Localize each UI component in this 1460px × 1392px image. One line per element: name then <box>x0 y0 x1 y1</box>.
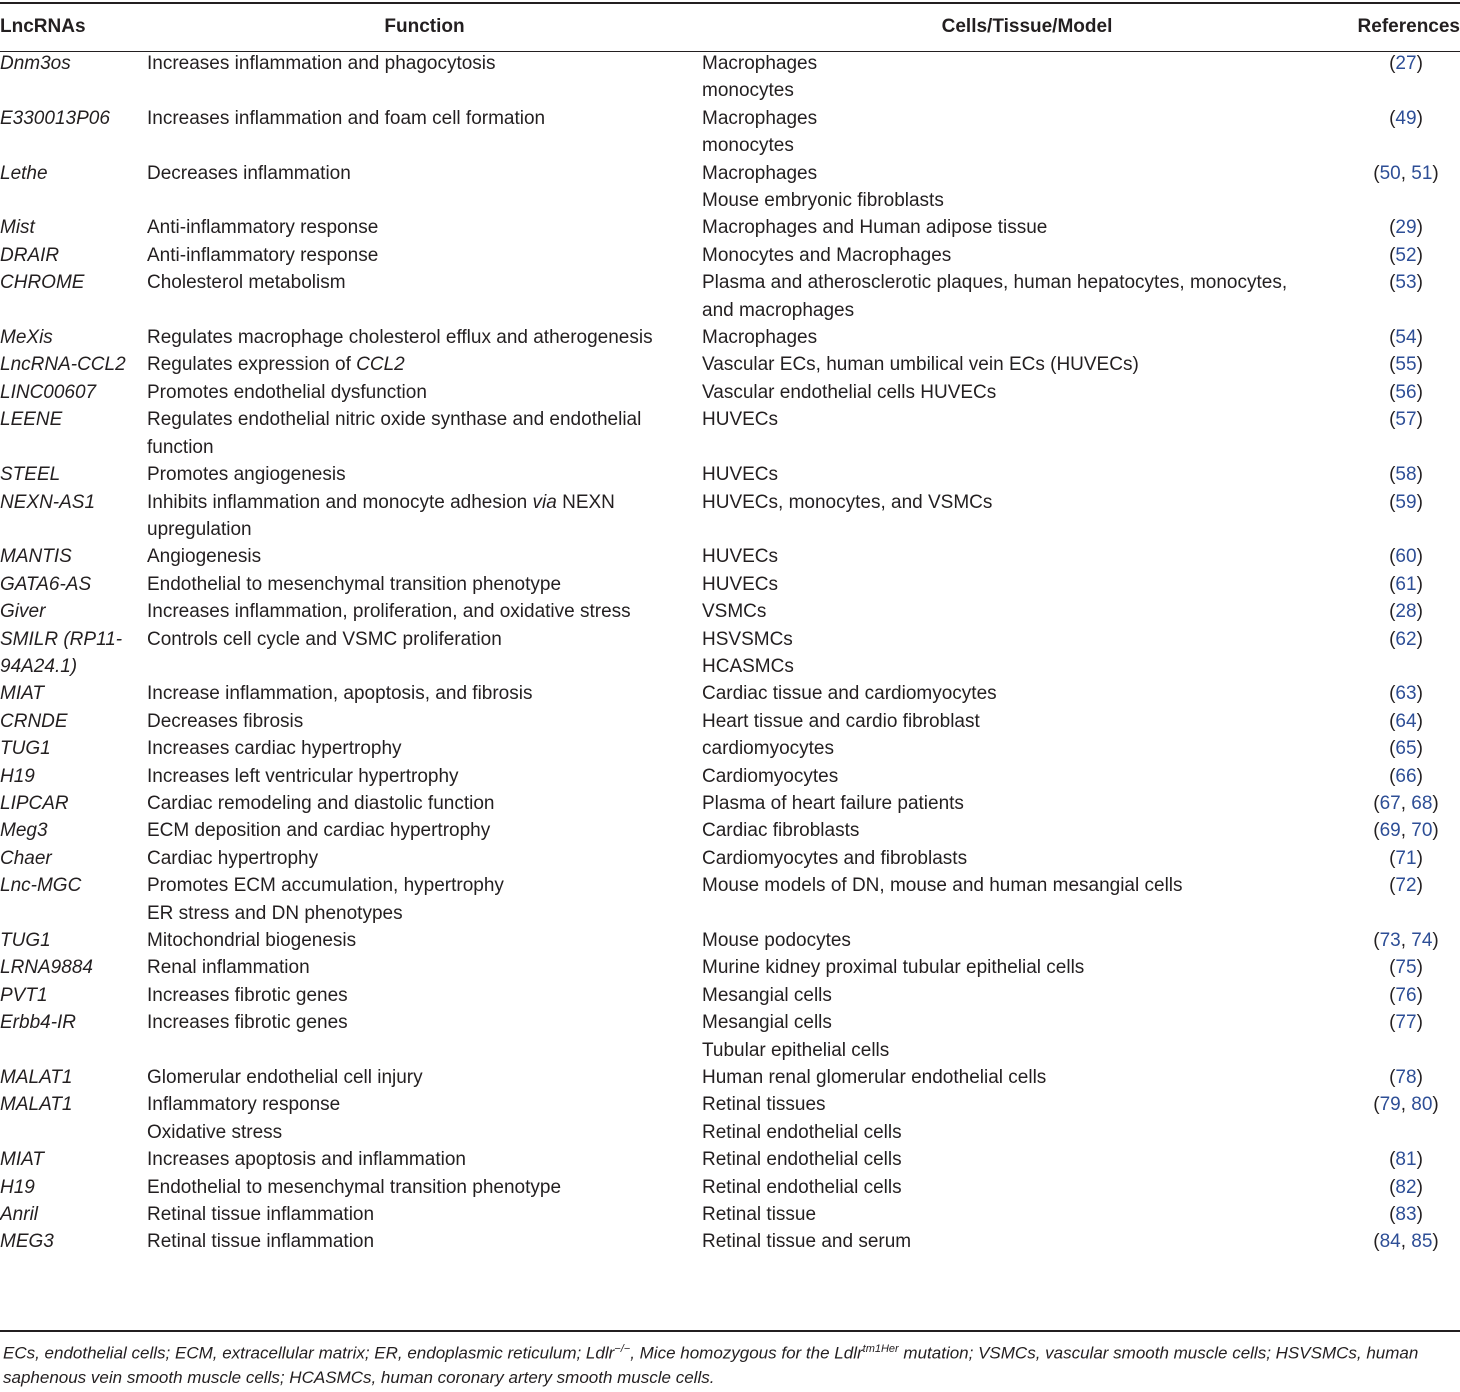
reference-link[interactable]: 80 <box>1411 1094 1433 1116</box>
header-references: References <box>1357 15 1460 37</box>
lncrna-name-cell: TUG1 <box>0 738 51 760</box>
function-cell: Endothelial to mesenchymal transition phenotype <box>147 1176 562 1198</box>
table-row <box>0 1091 1460 1146</box>
references-cell: (72) <box>1389 875 1423 897</box>
table-row <box>0 708 1460 735</box>
cells-tissue-cell: Cardiomyocytes <box>702 765 839 787</box>
reference-link[interactable]: 55 <box>1395 354 1417 376</box>
lncrna-name-cell: LINC00607 <box>0 381 97 403</box>
table-row <box>0 735 1460 762</box>
table-row <box>0 763 1460 790</box>
table-row <box>0 461 1460 488</box>
lncrna-name-cell: E330013P06 <box>0 107 110 129</box>
references-cell: (59) <box>1389 491 1423 513</box>
references-cell: (69, 70) <box>1373 820 1439 842</box>
function-cell: Controls cell cycle and VSMC proliferation <box>147 628 502 650</box>
references-cell: (28) <box>1389 601 1423 623</box>
reference-link[interactable]: 85 <box>1411 1231 1433 1253</box>
function-cell: Endothelial to mesenchymal transition phenotype <box>147 573 562 595</box>
function-cell: Inflammatory response Oxidative stress <box>147 1094 341 1143</box>
function-cell: Retinal tissue inflammation <box>147 1231 375 1253</box>
table-row <box>0 1146 1460 1173</box>
references-cell: (83) <box>1389 1204 1423 1226</box>
function-cell: Increases inflammation and phagocytosis <box>147 53 496 74</box>
reference-link[interactable]: 70 <box>1411 820 1433 842</box>
table-row <box>0 817 1460 844</box>
table-row <box>0 626 1460 681</box>
cells-tissue-cell: cardiomyocytes <box>702 738 834 760</box>
lncrna-name-cell: Giver <box>0 601 46 623</box>
function-cell: Decreases inflammation <box>147 162 351 184</box>
references-cell: (27) <box>1389 53 1423 74</box>
footnote-text-1: ECs, endothelial cells; ECM, extracellular matrix; ER, endoplasmic reticulum; Ldlr <box>3 1343 615 1363</box>
references-cell: (84, 85) <box>1373 1231 1439 1253</box>
cells-tissue-cell: Cardiac tissue and cardiomyocytes <box>702 683 997 705</box>
function-cell: Increases apoptosis and inflammation <box>147 1149 466 1171</box>
function-cell: Mitochondrial biogenesis <box>147 930 357 951</box>
cells-tissue-cell: Mesangial cells Tubular epithelial cells <box>702 1012 890 1061</box>
lncrna-name-cell: CHROME <box>0 272 85 294</box>
function-cell: Cardiac hypertrophy <box>147 847 319 869</box>
lncrna-name-cell: MIAT <box>0 683 44 705</box>
lncrna-name-cell: MALAT1 <box>0 1094 73 1116</box>
cells-tissue-cell: Mouse models of DN, mouse and human mesangial cells <box>702 875 1183 897</box>
references-cell: (61) <box>1389 573 1423 595</box>
table-footnote <box>3 1337 1459 1390</box>
reference-link[interactable]: 63 <box>1395 683 1417 705</box>
cells-tissue-cell: Mesangial cells <box>702 984 832 1006</box>
table-row <box>0 160 1460 215</box>
cells-tissue-cell: Cardiomyocytes and fibroblasts <box>702 847 968 869</box>
references-cell: (77) <box>1389 1012 1423 1034</box>
function-cell: Decreases fibrosis <box>147 710 304 732</box>
function-cell: Regulates endothelial nitric oxide synthase and endothelial function <box>147 409 642 458</box>
reference-link[interactable]: 62 <box>1395 628 1417 650</box>
footnote-superscript-1: −/− <box>614 1343 631 1355</box>
lncrna-name-cell: Mist <box>0 217 35 239</box>
header-function: Function <box>384 15 465 37</box>
function-cell: Regulates expression of CCL2 <box>147 354 405 376</box>
function-cell: Anti-inflammatory response <box>147 217 379 239</box>
function-cell: Promotes angiogenesis <box>147 464 346 486</box>
cells-tissue-cell: Retinal endothelial cells <box>702 1149 902 1171</box>
references-cell: (73, 74) <box>1373 930 1439 951</box>
references-cell: (79, 80) <box>1373 1094 1439 1116</box>
reference-link[interactable]: 82 <box>1395 1176 1417 1198</box>
table-row <box>0 324 1460 351</box>
references-cell: (52) <box>1389 244 1423 266</box>
reference-link[interactable]: 59 <box>1395 491 1417 513</box>
references-cell: (66) <box>1389 765 1423 787</box>
cells-tissue-cell: Mouse podocytes <box>702 930 851 951</box>
reference-link[interactable]: 79 <box>1379 1094 1401 1116</box>
reference-link[interactable]: 28 <box>1395 601 1417 623</box>
lncrna-name-cell: H19 <box>0 765 35 787</box>
table-row <box>0 406 1460 461</box>
reference-link[interactable]: 49 <box>1395 107 1417 129</box>
reference-link[interactable]: 51 <box>1411 162 1433 184</box>
table-row <box>0 105 1460 160</box>
function-cell: Renal inflammation <box>147 957 310 979</box>
function-cell: Increases inflammation and foam cell formation <box>147 107 546 129</box>
lncrna-name-cell: Meg3 <box>0 820 48 842</box>
reference-link[interactable]: 66 <box>1395 765 1417 787</box>
lncrna-name-cell: SMILR (RP11-94A24.1) <box>0 628 123 677</box>
reference-link[interactable]: 72 <box>1395 875 1417 897</box>
table-row <box>0 1009 1460 1064</box>
references-cell: (60) <box>1389 546 1423 568</box>
reference-link[interactable]: 64 <box>1395 710 1417 732</box>
lncrna-name-cell: MIAT <box>0 1149 44 1171</box>
reference-link[interactable]: 54 <box>1395 327 1417 349</box>
cells-tissue-cell: Macrophages Mouse embryonic fibroblasts <box>702 162 944 212</box>
lncrna-name-cell: Lnc-MGC <box>0 875 82 897</box>
lncrna-name-cell: Anril <box>0 1204 39 1226</box>
table-row <box>0 790 1460 817</box>
table-row <box>0 489 1460 544</box>
reference-link[interactable]: 56 <box>1395 381 1417 403</box>
lncrna-name-cell: MeXis <box>0 327 53 349</box>
cells-tissue-cell: Retinal tissue and serum <box>702 1231 912 1253</box>
references-cell: (55) <box>1389 354 1423 376</box>
reference-link[interactable]: 83 <box>1395 1204 1417 1226</box>
references-cell: (49) <box>1389 107 1423 129</box>
function-cell: Promotes endothelial dysfunction <box>147 381 427 403</box>
cells-tissue-cell: Retinal tissues Retinal endothelial cells <box>702 1094 902 1143</box>
lncrna-name-cell: NEXN-AS1 <box>0 491 96 513</box>
references-cell: (29) <box>1389 217 1423 239</box>
function-cell: Increases fibrotic genes <box>147 1012 348 1034</box>
table-row <box>0 1064 1460 1091</box>
reference-link[interactable]: 84 <box>1379 1231 1401 1253</box>
cells-tissue-cell: Vascular endothelial cells HUVECs <box>702 381 997 403</box>
reference-link[interactable]: 75 <box>1395 957 1417 979</box>
table-row <box>0 543 1460 570</box>
cells-tissue-cell: Plasma of heart failure patients <box>702 792 964 814</box>
function-cell: Cardiac remodeling and diastolic function <box>147 792 495 814</box>
table-row <box>0 269 1460 324</box>
lncrna-name-cell: Lethe <box>0 162 48 184</box>
references-cell: (75) <box>1389 957 1423 979</box>
reference-link[interactable]: 74 <box>1411 930 1433 951</box>
footnote-superscript-2: tm1Her <box>862 1343 899 1355</box>
table-header-row <box>0 3 1460 50</box>
cells-tissue-cell: Cardiac fibroblasts <box>702 820 860 842</box>
reference-link[interactable]: 77 <box>1395 1012 1417 1034</box>
cells-tissue-cell: Macrophages monocytes <box>702 53 818 102</box>
cells-tissue-cell: Heart tissue and cardio fibroblast <box>702 710 980 732</box>
table-row <box>0 214 1460 241</box>
cells-tissue-cell: HUVECs <box>702 464 779 486</box>
references-cell: (57) <box>1389 409 1423 431</box>
table-row <box>0 242 1460 269</box>
lncrna-name-cell: Erbb4-IR <box>0 1012 77 1034</box>
reference-link[interactable]: 27 <box>1395 53 1417 74</box>
lncrna-name-cell: LIPCAR <box>0 792 69 814</box>
references-cell: (82) <box>1389 1176 1423 1198</box>
lncrna-name-cell: GATA6-AS <box>0 573 92 595</box>
table-row <box>0 598 1460 625</box>
reference-link[interactable]: 57 <box>1395 409 1417 431</box>
references-cell: (50, 51) <box>1373 162 1439 184</box>
cells-tissue-cell: Retinal endothelial cells <box>702 1176 902 1198</box>
references-cell: (62) <box>1389 628 1423 650</box>
lncrna-name-cell: Chaer <box>0 847 52 869</box>
table-row <box>0 845 1460 872</box>
function-cell: Promotes ECM accumulation, hypertrophy ER stress and DN phenotypes <box>147 875 504 924</box>
function-cell: Glomerular endothelial cell injury <box>147 1067 423 1089</box>
table-row <box>0 680 1460 707</box>
function-cell: Increases fibrotic genes <box>147 984 348 1006</box>
function-cell: Cholesterol metabolism <box>147 272 346 294</box>
lncrna-name-cell: STEEL <box>0 464 61 486</box>
header-lncrnas: LncRNAs <box>0 15 86 37</box>
references-cell: (81) <box>1389 1149 1423 1171</box>
table-bottom-rule <box>0 1330 1460 1332</box>
lncrna-name-cell: LEENE <box>0 409 63 431</box>
lncrna-name-cell: MALAT1 <box>0 1067 73 1089</box>
cells-tissue-cell: HUVECs <box>702 546 779 568</box>
references-cell: (71) <box>1389 847 1423 869</box>
table-row <box>0 982 1460 1009</box>
reference-link[interactable]: 68 <box>1411 792 1433 814</box>
cells-tissue-cell: Murine kidney proximal tubular epithelial cells <box>702 957 1085 979</box>
reference-link[interactable]: 71 <box>1395 847 1417 869</box>
reference-link[interactable]: 61 <box>1395 573 1417 595</box>
table-row <box>0 1228 1460 1255</box>
reference-link[interactable]: 58 <box>1395 464 1417 486</box>
table-row <box>0 1201 1460 1228</box>
cells-tissue-cell: Human renal glomerular endothelial cells <box>702 1067 1047 1089</box>
reference-link[interactable]: 50 <box>1379 162 1401 184</box>
references-cell: (65) <box>1389 738 1423 760</box>
reference-link[interactable]: 65 <box>1395 738 1417 760</box>
cells-tissue-cell: VSMCs <box>702 601 767 623</box>
function-cell: Anti-inflammatory response <box>147 244 379 266</box>
reference-link[interactable]: 53 <box>1395 272 1417 294</box>
function-cell: ECM deposition and cardiac hypertrophy <box>147 820 491 842</box>
cells-tissue-cell: HSVSMCs HCASMCs <box>702 628 794 677</box>
reference-link[interactable]: 81 <box>1395 1149 1417 1171</box>
function-cell: Inhibits inflammation and monocyte adhesion via NEXN upregulation <box>147 491 615 540</box>
table-row <box>0 872 1460 927</box>
lncrna-name-cell: MEG3 <box>0 1231 54 1253</box>
references-cell: (78) <box>1389 1067 1423 1089</box>
cells-tissue-cell: Plasma and atherosclerotic plaques, human hepatocytes, monocytes, and macrophages <box>702 272 1288 321</box>
function-cell: Increases left ventricular hypertrophy <box>147 765 459 787</box>
table-body <box>0 50 1460 1256</box>
reference-link[interactable]: 76 <box>1395 984 1417 1006</box>
function-cell: Increase inflammation, apoptosis, and fibrosis <box>147 683 533 705</box>
cells-tissue-cell: Macrophages monocytes <box>702 107 818 157</box>
function-cell: Angiogenesis <box>147 546 262 568</box>
cells-tissue-cell: HUVECs <box>702 409 779 431</box>
references-cell: (54) <box>1389 327 1423 349</box>
references-cell: (76) <box>1389 984 1423 1006</box>
function-cell: Retinal tissue inflammation <box>147 1204 375 1226</box>
cells-tissue-cell: Macrophages <box>702 327 818 349</box>
lncrna-name-cell: MANTIS <box>0 546 72 568</box>
table-row <box>0 351 1460 378</box>
reference-link[interactable]: 67 <box>1379 792 1401 814</box>
references-cell: (63) <box>1389 683 1423 705</box>
references-cell: (53) <box>1389 272 1423 294</box>
table-row <box>0 954 1460 981</box>
lncrna-name-cell: LncRNA-CCL2 <box>0 354 126 376</box>
references-cell: (67, 68) <box>1373 792 1439 814</box>
cells-tissue-cell: Macrophages and Human adipose tissue <box>702 217 1048 239</box>
reference-link[interactable]: 78 <box>1395 1067 1417 1089</box>
lncrna-name-cell: DRAIR <box>0 244 60 266</box>
function-cell: Increases inflammation, proliferation, and oxidative stress <box>147 601 631 623</box>
header-cells-tissue-model: Cells/Tissue/Model <box>941 15 1113 37</box>
table-row <box>0 50 1460 105</box>
function-cell: Increases cardiac hypertrophy <box>147 738 402 760</box>
cells-tissue-cell: HUVECs, monocytes, and VSMCs <box>702 491 993 513</box>
cells-tissue-cell: Vascular ECs, human umbilical vein ECs (HUVECs) <box>702 354 1139 376</box>
lncrna-name-cell: CRNDE <box>0 710 68 732</box>
lncrna-name-cell: Dnm3os <box>0 53 71 74</box>
lncrna-name-cell: TUG1 <box>0 930 51 951</box>
reference-link[interactable]: 52 <box>1395 244 1417 266</box>
references-cell: (56) <box>1389 381 1423 403</box>
reference-link[interactable]: 60 <box>1395 546 1417 568</box>
reference-link[interactable]: 29 <box>1395 217 1417 239</box>
lncrna-name-cell: H19 <box>0 1176 35 1198</box>
footnote-text-3: mutation; VSMCs, vascular smooth muscle cells; HSVSMCs, human saphenous vein smooth muscle cells; HCASMCs, human coronary artery smooth muscle cells. <box>3 1343 1419 1387</box>
table-row <box>0 1174 1460 1201</box>
function-cell: Regulates macrophage cholesterol efflux and atherogenesis <box>147 327 653 349</box>
lncrna-table <box>0 3 1460 1256</box>
footnote-text-2: , Mice homozygous for the Ldlr <box>630 1343 863 1363</box>
table-row <box>0 571 1460 598</box>
cells-tissue-cell: Monocytes and Macrophages <box>702 244 952 266</box>
reference-link[interactable]: 73 <box>1379 930 1401 951</box>
lncrna-name-cell: PVT1 <box>0 984 48 1006</box>
table-row <box>0 927 1460 954</box>
cells-tissue-cell: Retinal tissue <box>702 1204 817 1226</box>
cells-tissue-cell: HUVECs <box>702 573 779 595</box>
reference-link[interactable]: 69 <box>1379 820 1401 842</box>
references-cell: (58) <box>1389 464 1423 486</box>
table-row <box>0 379 1460 406</box>
lncrna-name-cell: LRNA9884 <box>0 957 93 979</box>
references-cell: (64) <box>1389 710 1423 732</box>
